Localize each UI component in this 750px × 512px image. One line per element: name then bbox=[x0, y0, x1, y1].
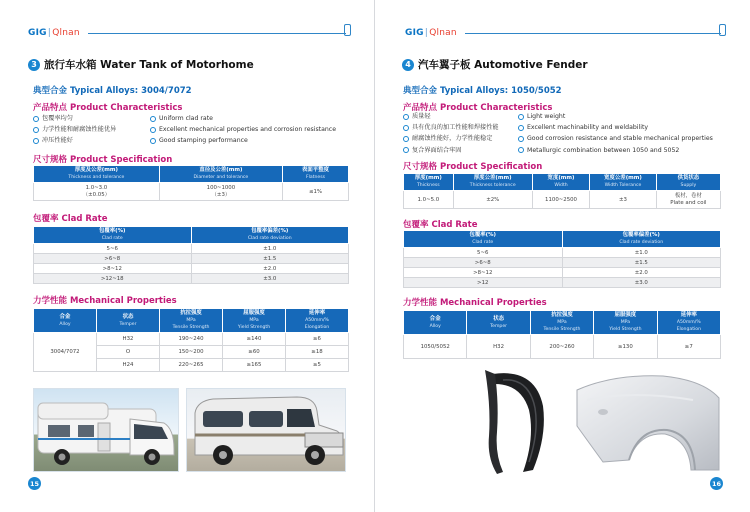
table-row: 1.0~3.0 （±0.05） 100~1000 （±3） ≤1% bbox=[34, 183, 349, 201]
feature-cn: 力学性能和耐腐蚀性能优异 bbox=[33, 124, 116, 135]
table-row: >12 ±3.0 bbox=[404, 278, 721, 288]
spec-table: 厚度(mm) Thickness 厚度公差(mm) Thickness tolerance 宽度(mm) Width 宽度公差(mm) Width Tolerance 供货状态 Supply 1.0~5.0 ±2% 1100~2500 ±3 板材，卷材 Plate and coil bbox=[403, 173, 721, 209]
table-row: >8~12 ±2.0 bbox=[34, 264, 349, 274]
feature-en: Metallurgic combination between 1050 and 5052 bbox=[518, 145, 713, 156]
spec-table bbox=[33, 165, 349, 201]
features-en-list bbox=[518, 111, 713, 156]
table-row: >6~8 ±1.5 bbox=[404, 258, 721, 268]
table-row: >12~18 ±3.0 bbox=[34, 274, 349, 284]
fender-liner-image bbox=[483, 366, 553, 478]
feature-cn: 冲压性能好 bbox=[33, 135, 116, 146]
page-number: 15 bbox=[28, 477, 41, 490]
clad-table: 包覆率(%) Clad rate 包覆率偏差(%) Clad rate deviation 5~6 ±1.0 >6~8 ±1.5 >8~12 ±2.0 >12 ±3.0 bbox=[403, 230, 721, 288]
clad-heading: 包覆率 Clad Rate bbox=[33, 214, 108, 224]
feature-cn: 复合界面结合牢固 bbox=[403, 145, 499, 156]
feature-en: Excellent mechanical properties and corrosion resistance bbox=[150, 124, 336, 135]
motorhome-image bbox=[34, 389, 179, 472]
fender-panel-image bbox=[573, 370, 723, 474]
brand-logo: GIG|Qlnan bbox=[405, 28, 457, 38]
clad-header: 包覆率(%) Clad rate bbox=[34, 227, 192, 244]
typical-alloys: 典型合金 Typical Alloys: 1050/5052 bbox=[403, 86, 562, 96]
table-row: O 150~200 ≥60 ≥18 bbox=[34, 346, 349, 359]
table-row: H24 220~265 ≥165 ≥5 bbox=[34, 359, 349, 372]
brand-logo: GIG|Qlnan bbox=[28, 28, 80, 38]
feature-en: Good stamping performance bbox=[150, 135, 336, 146]
mech-table: 合金 Alloy 状态 Temper 抗拉强度 MPa Tensile Strength 屈服强度 MPa Yield Strength 延伸率 A50mm/% Elongation 3004/7072 H32 190~240 ≥140 ≥6 O 150~200 ≥60 ≥18 H24 220~265 ≥165 ≥5 bbox=[33, 308, 349, 372]
features-cn-list bbox=[403, 111, 499, 156]
characteristics-heading: 产品特点 Product Characteristics bbox=[403, 103, 553, 113]
clad-heading: 包覆率 Clad Rate bbox=[403, 220, 478, 230]
features-cn-list bbox=[33, 113, 116, 147]
table-row: 5~6 ±1.0 bbox=[34, 244, 349, 254]
section-title: 4 汽车翼子板 Automotive Fender bbox=[402, 57, 588, 72]
page-number: 16 bbox=[710, 477, 723, 490]
table-row: 3004/7072 H32 190~240 ≥140 ≥6 bbox=[34, 333, 349, 346]
section-number: 3 bbox=[28, 59, 40, 71]
table-row: >8~12 ±2.0 bbox=[404, 268, 721, 278]
right-page bbox=[375, 0, 750, 512]
header-rule bbox=[88, 33, 346, 34]
feature-en: Light weight bbox=[518, 111, 713, 122]
feature-en: Good corrosion resistance and stable mechanical properties bbox=[518, 133, 713, 144]
header-rule bbox=[465, 33, 721, 34]
table-row: 5~6 ±1.0 bbox=[404, 248, 721, 258]
feature-cn: 具有优良的加工性能和焊接性能 bbox=[403, 122, 499, 133]
feature-en: Excellent machinability and weldability bbox=[518, 122, 713, 133]
motorhome-photo bbox=[33, 388, 179, 472]
feature-cn: 包覆率均匀 bbox=[33, 113, 116, 124]
feature-en: Uniform clad rate bbox=[150, 113, 336, 124]
mech-table: 合金 Alloy 状态 Temper 抗拉强度 MPa Tensile Strength 屈服强度 MPa Yield Strength 延伸率 A50mm/% Elongation 1050/5052 H32 200~260 ≥130 ≥7 bbox=[403, 310, 721, 359]
section-number: 4 bbox=[402, 59, 414, 71]
phone-icon bbox=[344, 24, 351, 36]
fender-panel-photo bbox=[573, 370, 723, 474]
spec-heading: 尺寸规格 Product Specification bbox=[33, 155, 173, 165]
spec-header: 直径及公差(mm) Diameter and tolerance bbox=[159, 166, 282, 183]
mech-heading: 力学性能 Mechanical Properties bbox=[403, 298, 547, 308]
feature-cn: 耐腐蚀性能好，力学性能稳定 bbox=[403, 133, 499, 144]
spec-header: 厚度及公差(mm) Thickness and tolerance bbox=[34, 166, 160, 183]
phone-icon bbox=[719, 24, 726, 36]
van-photo bbox=[186, 388, 346, 472]
typical-alloys: 典型合金 Typical Alloys: 3004/7072 bbox=[33, 86, 192, 96]
mech-heading: 力学性能 Mechanical Properties bbox=[33, 296, 177, 306]
spec-header: 表面平整度 Flatness bbox=[283, 166, 349, 183]
table-row: 1050/5052 H32 200~260 ≥130 ≥7 bbox=[404, 335, 721, 359]
fender-liner-photo bbox=[483, 366, 553, 478]
clad-header: 包覆率偏差(%) Clad rate deviation bbox=[191, 227, 349, 244]
features-en-list bbox=[150, 113, 336, 147]
clad-table bbox=[33, 226, 349, 284]
table-row: >6~8 ±1.5 bbox=[34, 254, 349, 264]
table-row: 1.0~5.0 ±2% 1100~2500 ±3 板材，卷材 Plate and coil bbox=[404, 191, 721, 209]
spec-heading: 尺寸规格 Product Specification bbox=[403, 162, 543, 172]
feature-cn: 质量轻 bbox=[403, 111, 499, 122]
characteristics-heading: 产品特点 Product Characteristics bbox=[33, 103, 183, 113]
section-title: 3 旅行车水箱 Water Tank of Motorhome bbox=[28, 57, 254, 72]
van-image bbox=[187, 389, 346, 472]
